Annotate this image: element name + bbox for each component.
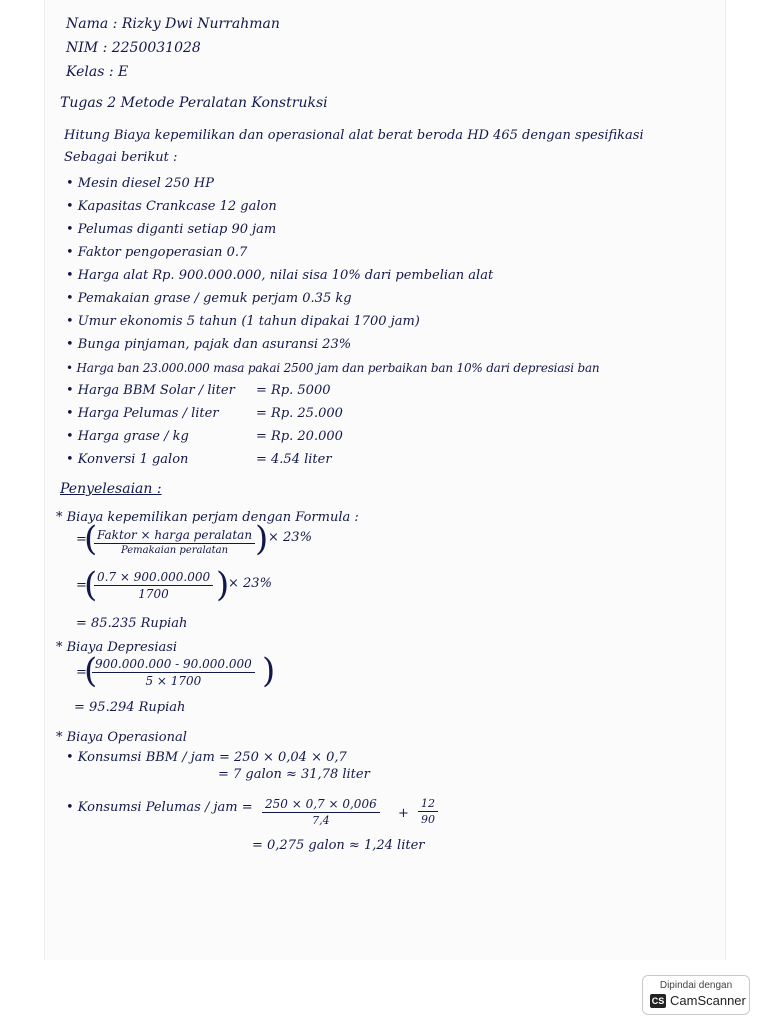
scanned-page [44, 0, 726, 960]
price-label: • Harga BBM Solar / liter [66, 383, 235, 398]
spec-item: • Faktor pengoperasian 0.7 [66, 245, 248, 260]
price-value: = Rp. 25.000 [256, 406, 343, 421]
camscanner-watermark [642, 975, 750, 1015]
fraction-numerator: 900.000.000 - 90.000.000 [92, 657, 255, 673]
spec-item: • Pemakaian grase / gemuk perjam 0.35 kg [66, 291, 352, 306]
spec-item: • Umur ekonomis 5 tahun (1 tahun dipakai 1700 jam) [66, 314, 420, 329]
spec-item: • Bunga pinjaman, pajak dan asuransi 23% [66, 337, 352, 352]
spec-item: • Harga alat Rp. 900.000.000, nilai sisa 10% dari pembelian alat [66, 268, 494, 283]
right-parenthesis: ) [262, 651, 276, 691]
price-value: = Rp. 20.000 [256, 429, 343, 444]
assignment-title: Tugas 2 Metode Peralatan Konstruksi [60, 95, 328, 111]
fuel-consumption-result: = 7 galon ≈ 31,78 liter [218, 767, 370, 782]
oil-fraction-1 [262, 797, 380, 827]
fraction-denominator: 7,4 [312, 814, 330, 827]
fraction-denominator: 1700 [138, 587, 169, 601]
ownership-substitution-multiplier: × 23% [228, 576, 272, 591]
plus-sign: + [398, 806, 409, 821]
right-parenthesis: ) [216, 565, 230, 605]
intro-line-2: Sebagai berikut : [64, 150, 178, 165]
oil-fraction-2 [418, 797, 438, 826]
watermark-app-name: CamScanner [670, 993, 746, 1008]
oil-consumption-label: • Konsumsi Pelumas / jam = [66, 800, 253, 815]
fraction-numerator: 12 [418, 797, 438, 812]
fraction-numerator: 250 × 0,7 × 0,006 [262, 797, 380, 813]
fraction-denominator: 5 × 1700 [145, 674, 202, 688]
fraction-denominator: Pemakaian peralatan [120, 545, 229, 556]
equals-sign: = [76, 665, 87, 680]
spec-item: • Kapasitas Crankcase 12 galon [66, 199, 277, 214]
spec-item: • Harga ban 23.000.000 masa pakai 2500 jam dan perbaikan ban 10% dari depresiasi ban [66, 361, 600, 375]
left-parenthesis: ( [84, 651, 98, 691]
spec-item: • Mesin diesel 250 HP [66, 176, 214, 191]
price-value: = Rp. 5000 [256, 383, 331, 398]
intro-line-1: Hitung Biaya kepemilikan dan operasional alat berat beroda HD 465 dengan spesifikasi [64, 128, 644, 143]
equals-sign: = [76, 532, 87, 547]
price-label: • Konversi 1 galon [66, 452, 189, 467]
left-parenthesis: ( [84, 565, 98, 605]
operational-heading: * Biaya Operasional [56, 730, 187, 745]
student-name: Nama : Rizky Dwi Nurrahman [66, 16, 280, 32]
depreciation-fraction [92, 657, 255, 688]
ownership-formula-fraction [94, 528, 255, 556]
ownership-result: = 85.235 Rupiah [76, 616, 188, 631]
right-parenthesis: ) [255, 519, 269, 559]
student-class: Kelas : E [66, 64, 129, 80]
equals-sign: = [76, 578, 87, 593]
fuel-consumption-line: • Konsumsi BBM / jam = 250 × 0,04 × 0,7 [66, 750, 347, 765]
ownership-substitution-fraction [94, 570, 213, 601]
left-parenthesis: ( [84, 519, 98, 559]
student-nim: NIM : 2250031028 [66, 40, 201, 56]
price-label: • Harga Pelumas / liter [66, 406, 219, 421]
spec-item: • Pelumas diganti setiap 90 jam [66, 222, 277, 237]
fraction-numerator: 0.7 × 900.000.000 [94, 570, 213, 586]
solution-heading: Penyelesaian : [60, 481, 162, 497]
depreciation-result: = 95.294 Rupiah [74, 700, 186, 715]
oil-consumption-result: = 0,275 galon ≈ 1,24 liter [252, 838, 425, 853]
depreciation-heading: * Biaya Depresiasi [56, 640, 178, 655]
fraction-denominator: 90 [421, 813, 435, 826]
watermark-caption: Dipindai dengan [659, 980, 733, 991]
ownership-formula-multiplier: × 23% [268, 530, 312, 545]
price-value: = 4.54 liter [256, 452, 332, 467]
ownership-heading: * Biaya kepemilikan perjam dengan Formula : [56, 510, 359, 525]
camscanner-logo-icon: CS [651, 996, 665, 1006]
price-label: • Harga grase / kg [66, 429, 189, 444]
fraction-numerator: Faktor × harga peralatan [94, 528, 255, 544]
